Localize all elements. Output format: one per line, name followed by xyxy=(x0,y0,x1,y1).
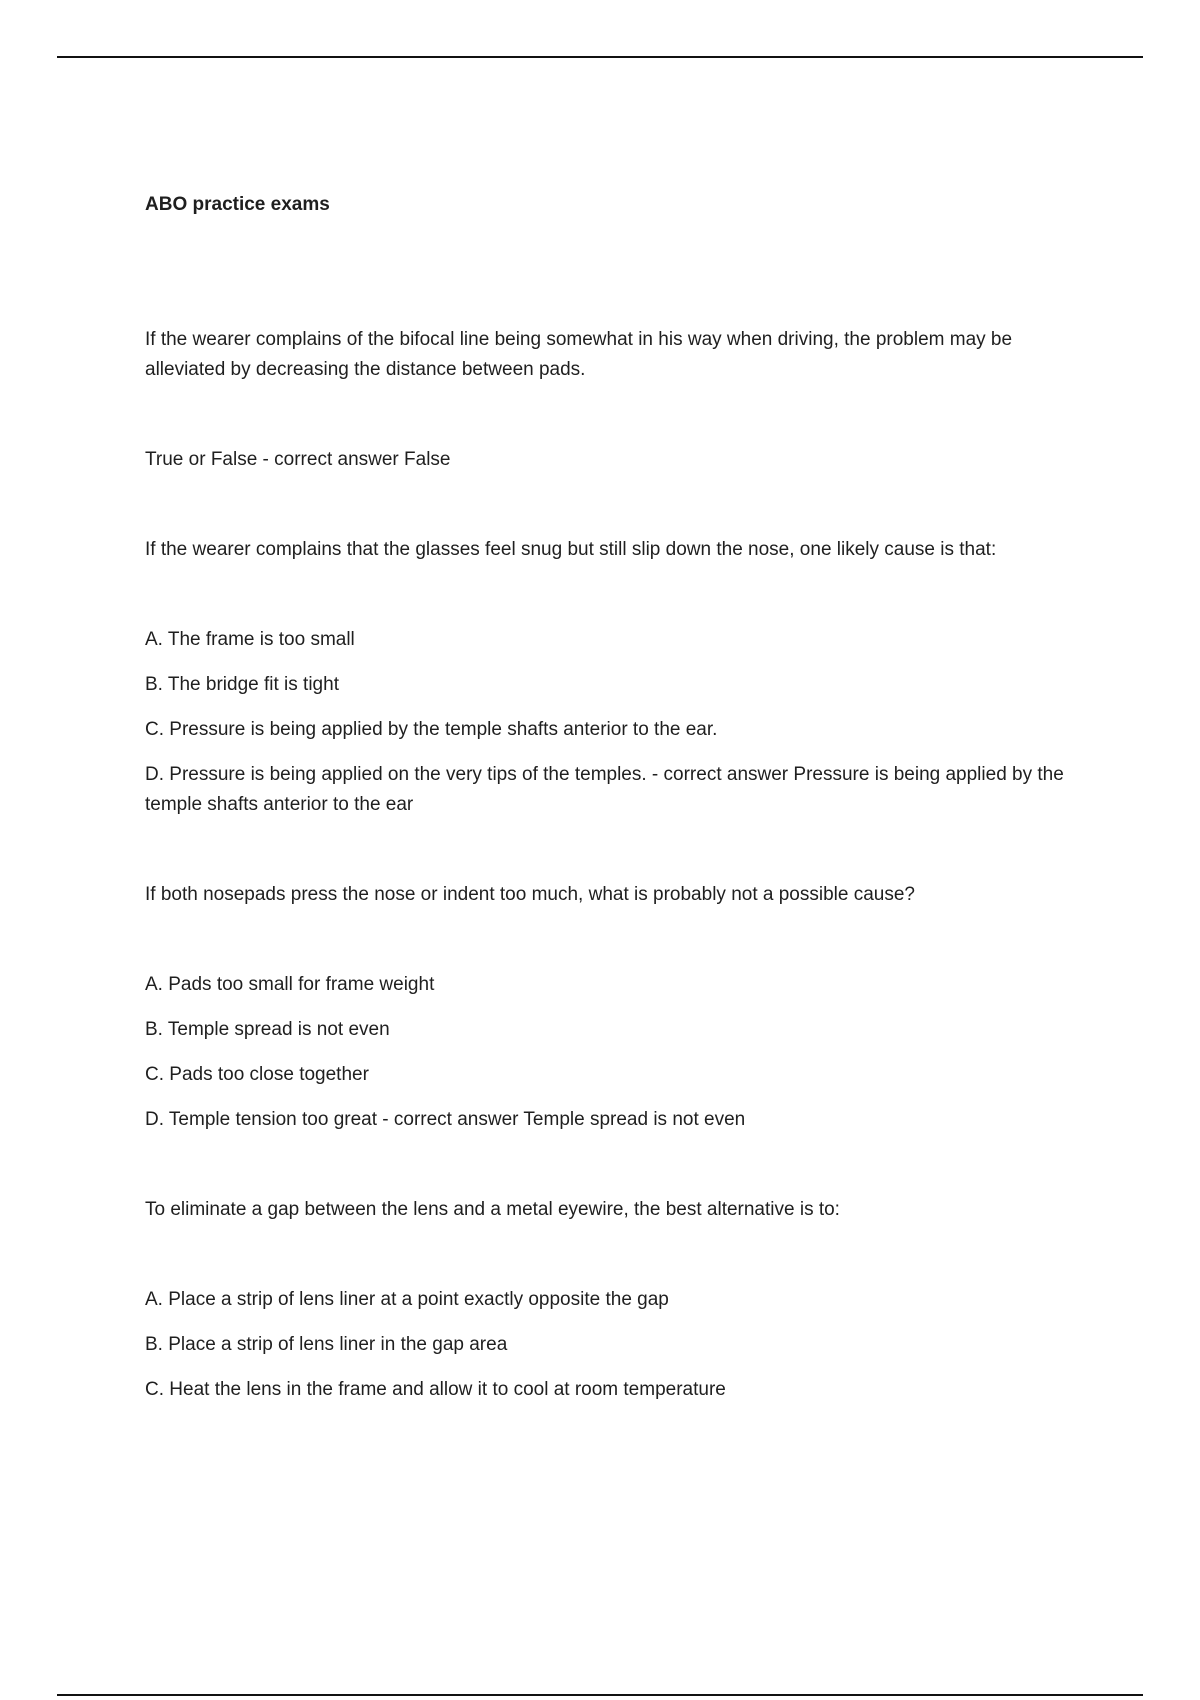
question-3-options xyxy=(145,970,1095,1135)
option-item: B. Place a strip of lens liner in the gap area xyxy=(145,1334,508,1355)
document-body xyxy=(145,190,1095,1405)
question-1: If the wearer complains of the bifocal line being somewhat in his way when driving, the problem may be alleviated by decreasing the distance between pads. xyxy=(145,329,1013,380)
question-4-options xyxy=(145,1285,1095,1405)
option-item: A. Place a strip of lens liner at a point exactly opposite the gap xyxy=(145,1289,669,1310)
option-item: D. Pressure is being applied on the very tips of the temples. - correct answer Pressure is being applied by the temple shafts anterior to the ear xyxy=(145,764,1064,815)
option-item: A. Pads too small for frame weight xyxy=(145,974,435,995)
question-4: To eliminate a gap between the lens and a metal eyewire, the best alternative is to: xyxy=(145,1199,840,1220)
option-item: C. Heat the lens in the frame and allow it to cool at room temperature xyxy=(145,1379,726,1400)
question-1-answer: True or False - correct answer False xyxy=(145,449,451,470)
option-item: D. Temple tension too great - correct answer Temple spread is not even xyxy=(145,1109,746,1130)
question-2: If the wearer complains that the glasses feel snug but still slip down the nose, one likely cause is that: xyxy=(145,539,997,560)
option-item: B. The bridge fit is tight xyxy=(145,674,339,695)
top-rule xyxy=(57,56,1143,58)
question-2-options xyxy=(145,625,1095,820)
option-item: B. Temple spread is not even xyxy=(145,1019,390,1040)
option-item: C. Pads too close together xyxy=(145,1064,369,1085)
option-item: C. Pressure is being applied by the temple shafts anterior to the ear. xyxy=(145,719,718,740)
page-title: ABO practice exams xyxy=(145,194,330,215)
option-item: A. The frame is too small xyxy=(145,629,355,650)
question-3: If both nosepads press the nose or indent too much, what is probably not a possible cause? xyxy=(145,884,915,905)
bottom-rule xyxy=(57,1694,1143,1696)
